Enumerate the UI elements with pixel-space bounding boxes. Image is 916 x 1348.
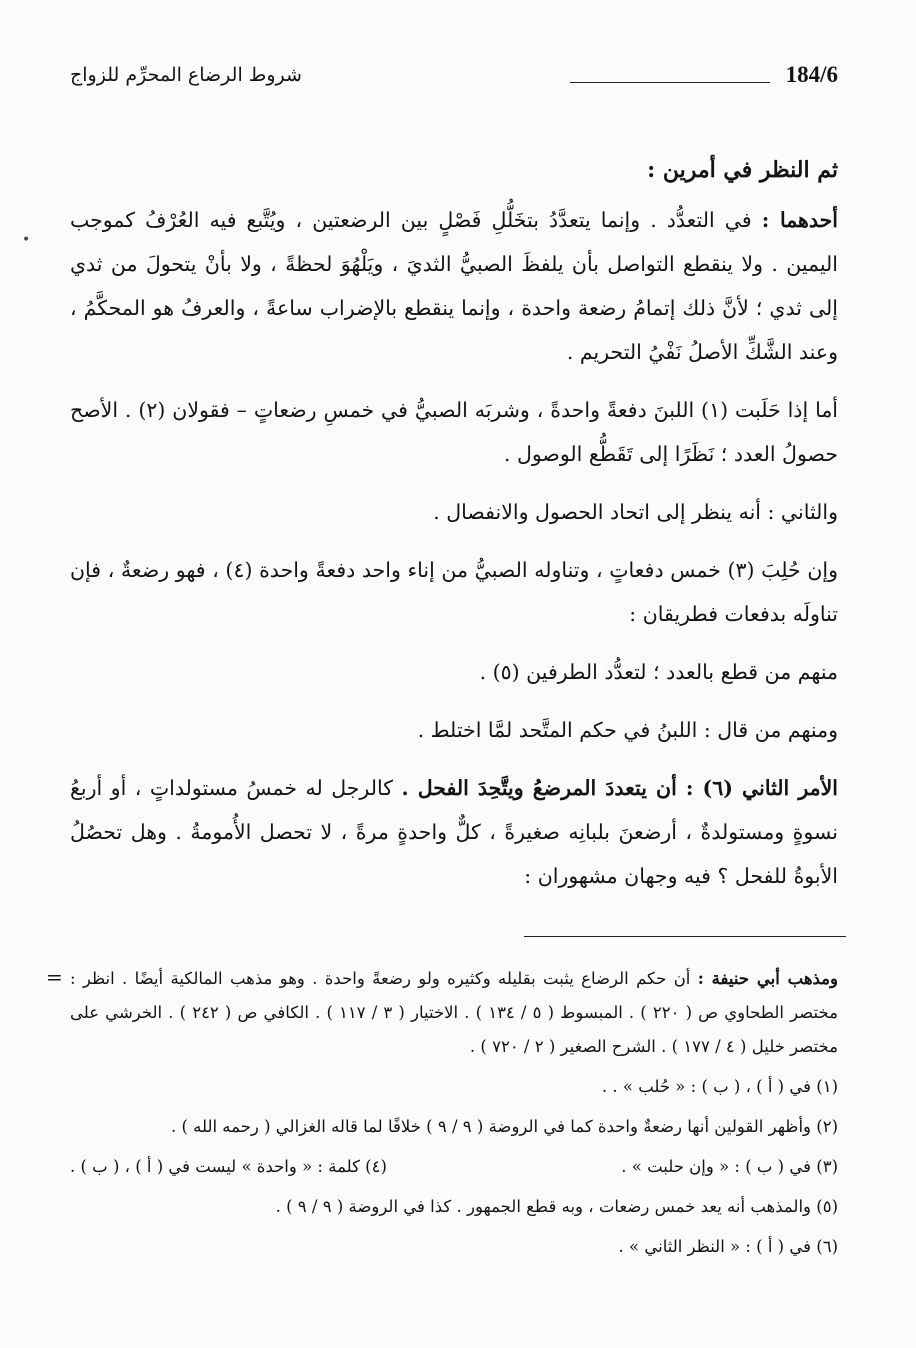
section-topic: ثم النظر في أمرين : — [647, 157, 838, 183]
footnote-1: (١) في ( أ ) ، ( ب ) : « حُلب » . . — [601, 1077, 838, 1096]
footnote-3: (٣) في ( ب ) : « وإن حلبت » . — [621, 1157, 838, 1176]
main-text — [70, 148, 838, 912]
footnote-row — [70, 1150, 838, 1184]
paragraph-first-way: منهم من قطع بالعدد ؛ لتعدُّد الطرفين (٥) . — [479, 660, 838, 684]
paragraph-second-view: والثاني : أنه ينظر إلى اتحاد الحصول والانفصال . — [433, 500, 838, 524]
paragraph-text: كالرجل له خمسُ مستولداتٍ ، أو أربعُ نسوةٍ ومستولدةٌ ، أرضعنَ بلبانِه صغيرةً ، كلٌّ واحدةٍ مرةً ، لا تحصل الأُمومةُ . وهل تحصُلُ الأبوةُ للفحل ؟ فيه وجهان مشهوران : — [70, 776, 838, 888]
paragraph-milking-once: أما إذا حَلَبت (١) اللبنَ دفعةً واحدةً ، وشربَه الصبيُّ في خمسِ رضعاتٍ – فقولان (٢) . الأصح حصولُ العدد ؛ نَظَرًا إلى تَقَطُّع الوصول . — [70, 398, 839, 466]
continuation-mark: = — [46, 965, 63, 989]
footnote-text: أن حكم الرضاع يثبت بقليله وكثيره ولو رضعةً واحدة . وهو مذهب المالكية أيضًا . انظر : مختصر الطحاوي ص ( ٢٢٠ ) . المبسوط ( ٥ / ١٣٤ ) . الاختيار ( ٣ / ١١٧ ) . الكافي ص ( ٢٤٢ ) . الخرشي على مختصر خليل ( ٤ / ١٧٧ ) . الشرح الصغير ( ٢ / ٧٢٠ ) . — [70, 969, 838, 1056]
footnote-lead: ومذهب أبي حنيفة : — [697, 969, 838, 988]
footnote-continuation — [70, 962, 838, 1064]
footnotes — [70, 962, 838, 1270]
footnote-separator — [524, 936, 846, 937]
paragraph-first-matter — [70, 198, 838, 374]
header-rule — [570, 82, 770, 83]
paragraph-milking-five: وإن حُلِبَ (٣) خمس دفعاتٍ ، وتناوله الصبيُّ من إناء واحد دفعةً واحدة (٤) ، فهو رضعةٌ ، فإن تناولَه بدفعات فطريقان : — [70, 558, 838, 626]
footnote-2: (٢) وأظهر القولين أنها رضعةٌ واحدة كما في الروضة ( ٩ / ٩ ) خلافًا لما قاله الغزالي ( رحمه الله ) . — [170, 1117, 838, 1136]
footnote-4: (٤) كلمة : « واحدة » ليست في ( أ ) ، ( ب ) . — [70, 1157, 387, 1176]
paragraph-second-way: ومنهم من قال : اللبنُ في حكم المتَّحد لمَّا اختلط . — [417, 718, 838, 742]
footnote-5: (٥) والمذهب أنه يعد خمس رضعات ، وبه قطع الجمهور . كذا في الروضة ( ٩ / ٩ ) . — [275, 1197, 838, 1216]
running-title: شروط الرضاع المحرِّم للزواج — [70, 64, 302, 86]
page-header — [70, 58, 838, 98]
paragraph-lead: الأمر الثاني (٦) : أن يتعددَ المرضعُ ويتَّحِدَ الفحل . — [401, 776, 838, 800]
paragraph-lead: أحدهما : — [761, 208, 838, 232]
paragraph-second-matter — [70, 766, 838, 898]
page-number: 184/6 — [785, 62, 838, 87]
footnote-6: (٦) في ( أ ) : « النظر الثاني » . — [618, 1237, 838, 1256]
margin-dot: • — [22, 232, 31, 248]
paragraph-text: في التعدُّد . وإنما يتعدَّدُ بتخَلُّلِ فَصْلٍ بين الرضعتين ، ويُتَّبع فيه العُرْفُ كموجب اليمين . ولا ينقطع التواصل بأن يلفظَ الصبيُّ الثديَ ، ويَلْهُوَ لحظةً ، ولا بأنْ يتحولَ من ثدي إلى ثدي ؛ لأنَّ ذلك إتمامُ رضعة واحدة ، وإنما ينقطع بالإضراب ساعةً ، والعرفُ هو المحكَّمُ ، وعند الشَّكِّ الأصلُ نَفْيُ التحريم . — [70, 208, 838, 364]
